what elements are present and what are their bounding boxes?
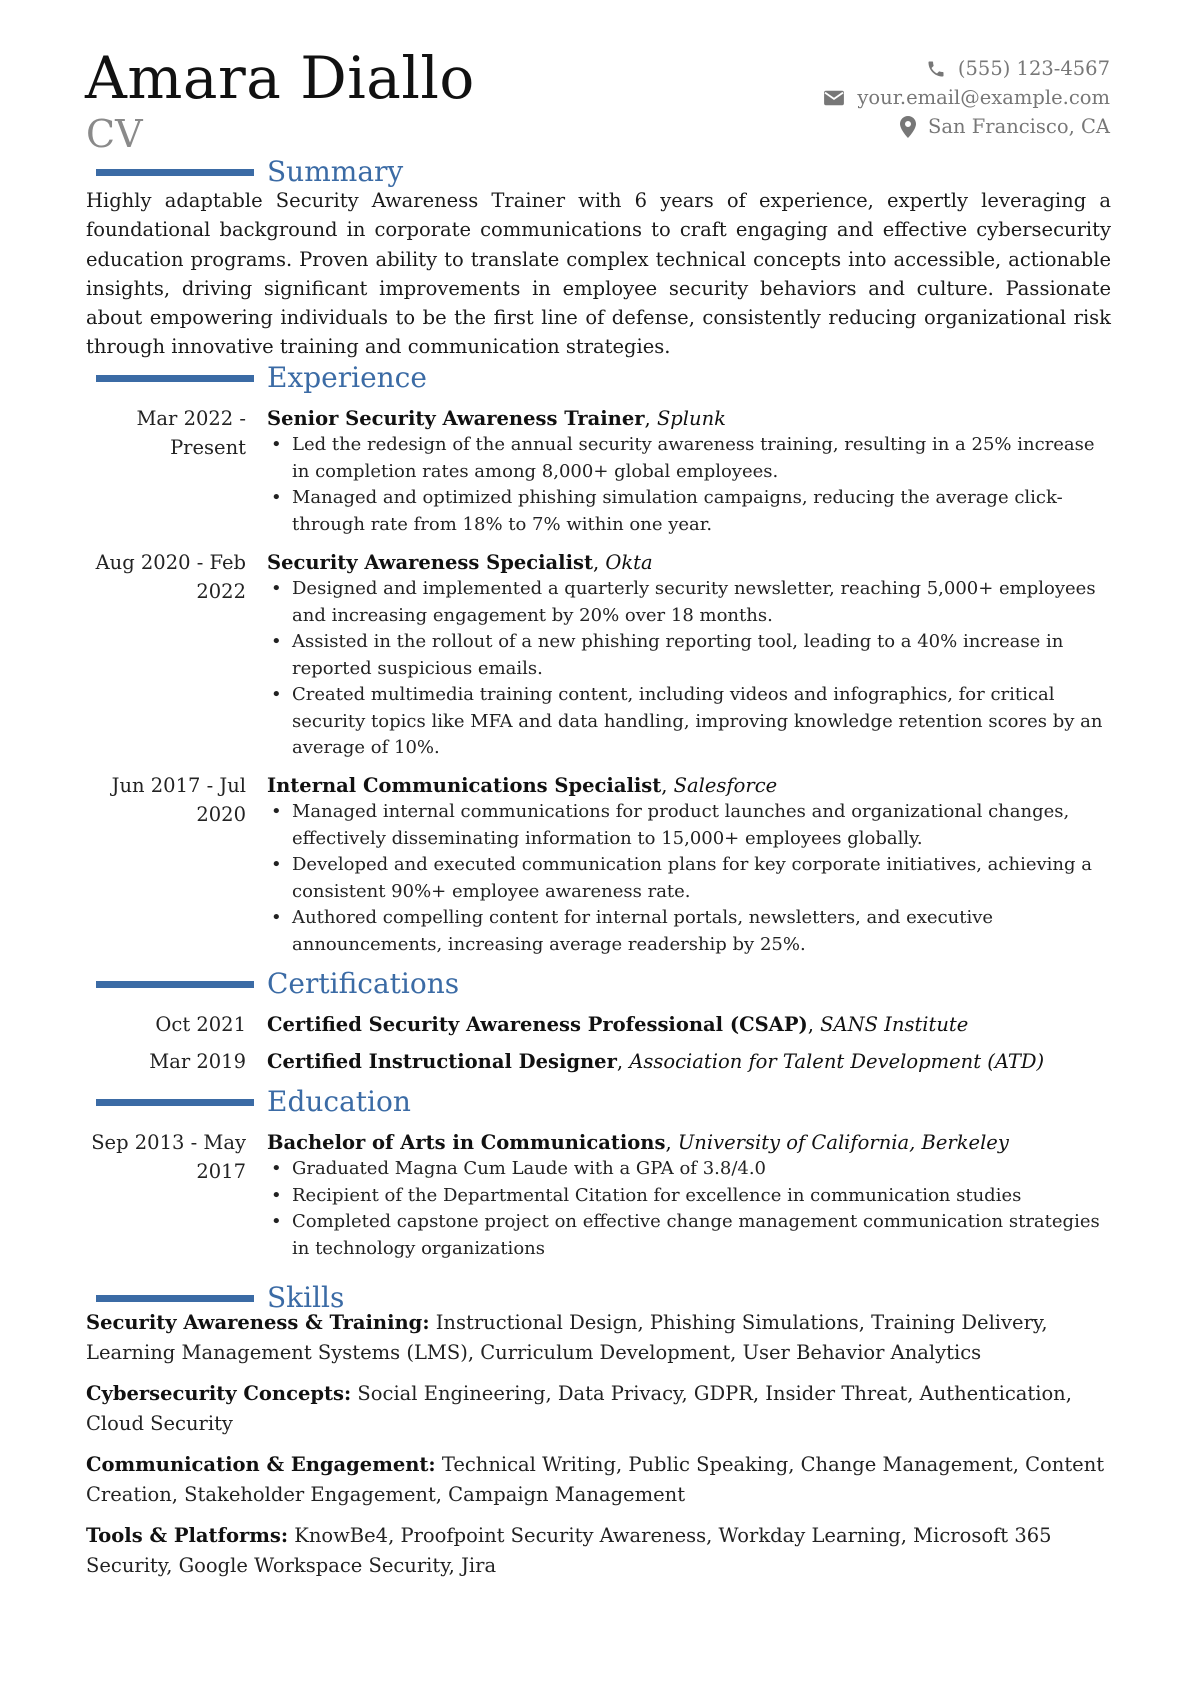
skill-value: Technical Writing, Public Speaking, Change Management, Content Creation, Stakeholder Engagement, Campaign Management <box>86 1453 1105 1506</box>
location-text: San Francisco, CA <box>927 115 1110 138</box>
cert-date: Oct 2021 <box>155 1013 246 1036</box>
list-item: • Designed and implemented a quarterly security newsletter, reaching 5,000+ employees and increasing engagement by 20% over 18 months. <box>267 576 1112 629</box>
section-accent-bar <box>96 981 254 988</box>
job-role: Security Awareness Specialist <box>267 551 593 574</box>
phone-icon <box>926 59 946 79</box>
skill-group <box>86 1379 1111 1438</box>
list-item: • Created multimedia training content, including videos and infographics, for critical security topics like MFA and data handling, improving knowledge retention scores by an average of 10%. <box>267 682 1112 762</box>
job-title-line: Senior Security Awareness Trainer, Splunk <box>267 407 726 430</box>
list-item: • Managed and optimized phishing simulation campaigns, reducing the average click-through rate from 18% to 7% within one year. <box>267 485 1112 538</box>
skill-value: KnowBe4, Proofpoint Security Awareness, Workday Learning, Microsoft 365 Security, Google Workspace Security, Jira <box>86 1524 1052 1577</box>
job-title-line: Internal Communications Specialist, Salesforce <box>267 774 778 797</box>
map-pin-icon <box>900 116 916 138</box>
cert-line: Certified Security Awareness Professional (CSAP), SANS Institute <box>267 1013 969 1036</box>
document-subtitle: CV <box>86 112 143 156</box>
contact-location <box>823 112 1110 141</box>
contact-phone <box>823 54 1110 83</box>
cert-line: Certified Instructional Designer, Association for Talent Development (ATD) <box>267 1050 1045 1073</box>
list-item: • Managed internal communications for product launches and organizational changes, effectively disseminating information to 15,000+ employees globally. <box>267 799 1112 852</box>
cert-name: Certified Security Awareness Professional (CSAP) <box>267 1013 808 1036</box>
skill-group <box>86 1450 1111 1509</box>
education-date: Sep 2013 - May 2017 <box>91 1131 246 1183</box>
skill-group <box>86 1521 1111 1580</box>
degree: Bachelor of Arts in Communications <box>267 1131 666 1154</box>
person-name: Amara Diallo <box>85 44 475 112</box>
section-header-education <box>96 1084 1096 1120</box>
cert-date: Mar 2019 <box>149 1050 246 1073</box>
list-item: • Assisted in the rollout of a new phishing reporting tool, leading to a 40% increase in reported suspicious emails. <box>267 629 1112 682</box>
section-title: Certifications <box>267 967 460 1000</box>
section-title: Education <box>267 1085 411 1118</box>
cert-name: Certified Instructional Designer <box>267 1050 617 1073</box>
list-item: • Recipient of the Departmental Citation for excellence in communication studies <box>267 1183 1112 1210</box>
skill-label: Tools & Platforms: <box>86 1524 289 1547</box>
section-header-certifications <box>96 966 1096 1002</box>
job-org: Okta <box>605 551 653 574</box>
skill-value: Instructional Design, Phishing Simulations, Training Delivery, Learning Management Systems (LMS), Curriculum Development, User Behavior Analytics <box>86 1311 1048 1364</box>
summary-text: Highly adaptable Security Awareness Trainer with 6 years of experience, expertly leveraging a foundational background in corporate communications to craft engaging and effective cybersecurity education programs. Proven ability to translate complex technical concepts into accessible, actionable insights, driving significant improvements in employee security behaviors and culture. Passionate about empowering individuals to be the first line of defense, consistently reducing organizational risk through innovative training and communication strategies. <box>86 189 1111 359</box>
job-bullets <box>267 576 1112 762</box>
job-bullets <box>267 432 1112 538</box>
section-header-summary <box>96 154 1096 190</box>
skill-label: Security Awareness & Training: <box>86 1311 430 1334</box>
job-role: Senior Security Awareness Trainer <box>267 407 645 430</box>
section-title: Experience <box>267 361 427 394</box>
list-item: • Developed and executed communication plans for key corporate initiatives, achieving a consistent 90%+ employee awareness rate. <box>267 852 1112 905</box>
section-header-experience <box>96 360 1096 396</box>
job-bullets <box>267 799 1112 958</box>
job-date: Jun 2017 - Jul 2020 <box>111 774 246 826</box>
education-title-line: Bachelor of Arts in Communications, University of California, Berkeley <box>267 1131 1009 1154</box>
skill-label: Communication & Engagement: <box>86 1453 436 1476</box>
job-org: Salesforce <box>673 774 778 797</box>
section-accent-bar <box>96 375 254 382</box>
contact-block <box>823 54 1110 141</box>
job-title-line: Security Awareness Specialist, Okta <box>267 551 653 574</box>
job-date: Mar 2022 - Present <box>136 407 246 459</box>
section-accent-bar <box>96 169 254 176</box>
skill-group <box>86 1308 1111 1367</box>
education-bullets <box>267 1156 1112 1262</box>
cert-org: SANS Institute <box>820 1013 969 1036</box>
job-date: Aug 2020 - Feb 2022 <box>95 551 246 603</box>
phone-text: (555) 123-4567 <box>957 57 1110 80</box>
contact-email <box>823 83 1110 112</box>
skill-value: Social Engineering, Data Privacy, GDPR, Insider Threat, Authentication, Cloud Security <box>86 1382 1072 1435</box>
list-item: • Authored compelling content for internal portals, newsletters, and executive announcements, increasing average readership by 25%. <box>267 905 1112 958</box>
list-item: • Graduated Magna Cum Laude with a GPA of 3.8/4.0 <box>267 1156 1112 1183</box>
cert-org: Association for Talent Development (ATD) <box>629 1050 1045 1073</box>
section-accent-bar <box>96 1295 254 1302</box>
section-title: Skills <box>267 1281 345 1314</box>
section-accent-bar <box>96 1099 254 1106</box>
list-item: • Led the redesign of the annual security awareness training, resulting in a 25% increase in completion rates among 8,000+ global employees. <box>267 432 1112 485</box>
school: University of California, Berkeley <box>677 1131 1009 1154</box>
job-role: Internal Communications Specialist <box>267 774 662 797</box>
skill-label: Cybersecurity Concepts: <box>86 1382 352 1405</box>
envelope-icon <box>823 89 845 107</box>
email-link[interactable]: your.email@example.com <box>857 86 1110 109</box>
list-item: • Completed capstone project on effective change management communication strategies in technology organizations <box>267 1209 1112 1262</box>
job-org: Splunk <box>656 407 726 430</box>
section-title: Summary <box>267 155 404 188</box>
